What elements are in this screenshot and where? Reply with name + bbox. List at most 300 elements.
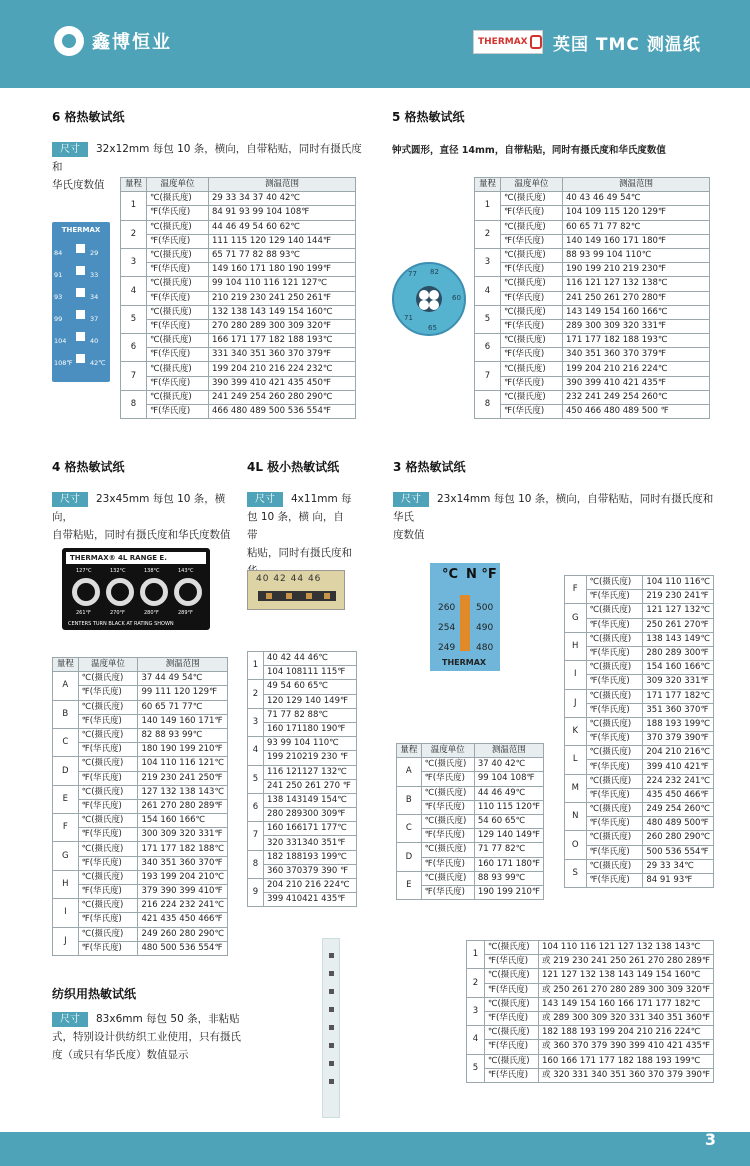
- unit-f: ℉(华氏度): [78, 771, 138, 785]
- table-row: [467, 997, 714, 1011]
- col-group: 量程: [53, 658, 79, 672]
- col-unit: 温度单位: [501, 178, 563, 192]
- range-group: B: [397, 786, 422, 814]
- range-group: J: [565, 689, 587, 717]
- range-group: K: [565, 717, 587, 745]
- unit-f: ℉(华氏度): [78, 743, 138, 757]
- range-group: 5: [248, 765, 264, 793]
- range-f: 340 351 360 370℉: [138, 856, 228, 870]
- page-number: 3: [704, 1130, 716, 1149]
- unit-c: ℃(摄氏度): [78, 757, 138, 771]
- unit-f: ℉(华氏度): [484, 1068, 538, 1082]
- range-group: M: [565, 774, 587, 802]
- range-f: 140 149 160 171 180℉: [563, 234, 710, 248]
- strip6-right-values: 29 33 34 37 40 42℃: [90, 249, 106, 367]
- range-c: 104 110 116℃: [643, 576, 714, 590]
- range-group: 2: [121, 220, 147, 248]
- range-group: 1: [475, 192, 501, 220]
- range-f: 289 300 309 320 331℉: [563, 319, 710, 333]
- table-row: [565, 873, 714, 887]
- unit-f: ℉(华氏度): [586, 760, 643, 774]
- range-f: 250 261 270℉: [643, 618, 714, 632]
- range-f: 261 270 280 289℉: [138, 799, 228, 813]
- range-f: 或 360 370 379 390 399 410 421 435℉: [539, 1040, 714, 1054]
- range-c: 116 121 127 132 138℃: [563, 277, 710, 291]
- range-group: 2: [475, 220, 501, 248]
- range-group: G: [53, 842, 79, 870]
- unit-c: ℃(摄氏度): [501, 334, 563, 348]
- range-c: 260 280 290℃: [643, 831, 714, 845]
- table-row: [565, 675, 714, 689]
- unit-c: ℃(摄氏度): [586, 746, 643, 760]
- table-row: [565, 632, 714, 646]
- unit-f: ℉(华氏度): [147, 348, 209, 362]
- table-row: [53, 743, 228, 757]
- unit-c: ℃(摄氏度): [501, 305, 563, 319]
- range-group: 9: [248, 879, 264, 907]
- unit-c: ℃(摄氏度): [147, 362, 209, 376]
- sec6-table: [120, 177, 356, 419]
- table-row: [248, 694, 357, 708]
- unit-c: ℃(摄氏度): [484, 1026, 538, 1040]
- range-group: 7: [121, 362, 147, 390]
- col-group: 量程: [397, 744, 422, 758]
- unit-c: ℃(摄氏度): [78, 927, 138, 941]
- range-f: 219 230 241 250℉: [138, 771, 228, 785]
- unit-f: ℉(华氏度): [586, 732, 643, 746]
- unit-c: ℃(摄氏度): [501, 192, 563, 206]
- table-row: [121, 348, 356, 362]
- range-f: 160 171180 190℉: [264, 722, 357, 736]
- range-f: 84 91 93 99 104 108℉: [209, 206, 356, 220]
- range-c: 199 204 210 216 224℃: [563, 362, 710, 376]
- unit-c: ℃(摄氏度): [421, 786, 474, 800]
- unit-f: ℉(华氏度): [78, 941, 138, 955]
- range-group: 4: [475, 277, 501, 305]
- range-c: 40 43 46 49 54℃: [563, 192, 710, 206]
- range-f: 370 379 390℉: [643, 732, 714, 746]
- range-group: F: [53, 814, 79, 842]
- unit-c: ℃(摄氏度): [484, 969, 538, 983]
- table-row: [53, 870, 228, 884]
- unit-c: ℃(摄氏度): [586, 774, 643, 788]
- table-row: [53, 757, 228, 771]
- range-f: 160 171 180℉: [474, 857, 543, 871]
- range-group: J: [53, 927, 79, 955]
- range-c: 60 65 71 77℃: [138, 700, 228, 714]
- unit-f: ℉(华氏度): [147, 405, 209, 419]
- textile-desc: 尺寸 83x6mm 每包 50 条，非粘贴 式，特别设计供纺织工业使用，只有摄氏 度（或只有华氏度）数值显示: [52, 1013, 241, 1061]
- unit-c: ℃(摄氏度): [421, 758, 474, 772]
- unit-c: ℃(摄氏度): [586, 604, 643, 618]
- range-c: 93 99 104 110℃: [264, 737, 357, 751]
- unit-f: ℉(华氏度): [484, 955, 538, 969]
- sec4-title: 4 格热敏试纸: [52, 460, 125, 474]
- table-row: [565, 774, 714, 788]
- table-row: [565, 689, 714, 703]
- table-row: [53, 856, 228, 870]
- range-c: 182 188193 199℃: [264, 850, 357, 864]
- unit-f: ℉(华氏度): [147, 291, 209, 305]
- table-row: [475, 277, 710, 291]
- range-group: 1: [248, 652, 264, 680]
- range-c: 154 160 166℃: [138, 814, 228, 828]
- table-row: [53, 828, 228, 842]
- sec3-table-right: [564, 575, 714, 888]
- table-header-row: [53, 658, 228, 672]
- table-row: [475, 234, 710, 248]
- table-row: [467, 1068, 714, 1082]
- range-group: 7: [248, 822, 264, 850]
- range-c: 154 160 166℃: [643, 661, 714, 675]
- table-row: [121, 248, 356, 262]
- six-grid-strip-image: [52, 222, 110, 382]
- unit-c: ℃(摄氏度): [586, 859, 643, 873]
- unit-f: ℉(华氏度): [501, 234, 563, 248]
- table-row: [565, 817, 714, 831]
- table-row: [565, 576, 714, 590]
- unit-c: ℃(摄氏度): [78, 785, 138, 799]
- col-range: 测温范围: [138, 658, 228, 672]
- range-c: 224 232 241℃: [643, 774, 714, 788]
- range-group: 2: [248, 680, 264, 708]
- card4-header: THERMAX® 4L RANGE E.: [66, 552, 206, 564]
- table-row: [475, 220, 710, 234]
- unit-c: ℃(摄氏度): [501, 220, 563, 234]
- range-f: 280 289 300℉: [643, 646, 714, 660]
- range-group: 5: [121, 305, 147, 333]
- range-group: N: [565, 803, 587, 831]
- unit-c: ℃(摄氏度): [501, 390, 563, 404]
- unit-f: ℉(华氏度): [484, 1011, 538, 1025]
- range-f: 390 399 410 421 435 450℉: [209, 376, 356, 390]
- table-row: [565, 717, 714, 731]
- range-c: 82 88 93 99℃: [138, 728, 228, 742]
- textile-table: [466, 940, 714, 1083]
- unit-c: ℃(摄氏度): [586, 632, 643, 646]
- sec4l-title: 4L 极小热敏试纸: [247, 460, 340, 474]
- unit-c: ℃(摄氏度): [78, 842, 138, 856]
- range-c: 249 260 280 290℃: [138, 927, 228, 941]
- range-c: 188 193 199℃: [643, 717, 714, 731]
- table-row: [467, 1026, 714, 1040]
- range-group: C: [397, 814, 422, 842]
- table-row: [248, 737, 357, 751]
- unit-c: ℃(摄氏度): [421, 871, 474, 885]
- unit-c: ℃(摄氏度): [78, 870, 138, 884]
- table-row: [467, 969, 714, 983]
- table-row: [248, 680, 357, 694]
- table-row: [53, 885, 228, 899]
- table-row: [121, 390, 356, 404]
- unit-f: ℉(华氏度): [421, 800, 474, 814]
- table-row: [248, 652, 357, 666]
- logo-icon: [54, 26, 84, 56]
- unit-f: ℉(华氏度): [484, 983, 538, 997]
- textile-strip-image: [322, 938, 340, 1118]
- unit-f: ℉(华氏度): [501, 291, 563, 305]
- table-row: [53, 728, 228, 742]
- range-f: 466 480 489 500 536 554℉: [209, 405, 356, 419]
- table-row: [53, 672, 228, 686]
- table-row: [248, 779, 357, 793]
- sec5-table: [474, 177, 710, 419]
- table-row: [53, 686, 228, 700]
- unit-f: ℉(华氏度): [421, 885, 474, 899]
- strip6-left-values: 84 91 93 99 104 108℉: [54, 249, 73, 367]
- range-c: 37 40 42℃: [474, 758, 543, 772]
- logo-text: 鑫博恒业: [92, 32, 172, 53]
- unit-f: ℉(华氏度): [421, 772, 474, 786]
- unit-c: ℃(摄氏度): [501, 248, 563, 262]
- unit-f: ℉(华氏度): [586, 788, 643, 802]
- table-row: [475, 334, 710, 348]
- range-c: 249 254 260℃: [643, 803, 714, 817]
- range-c: 143 149 154 160 166℃: [563, 305, 710, 319]
- table-row: [53, 771, 228, 785]
- unit-c: ℃(摄氏度): [586, 803, 643, 817]
- range-group: 8: [121, 390, 147, 418]
- range-group: 2: [467, 969, 485, 997]
- table-row: [248, 893, 357, 907]
- range-c: 44 46 49℃: [474, 786, 543, 800]
- brand-mark-icon: [530, 35, 542, 49]
- range-group: D: [397, 843, 422, 871]
- unit-c: ℃(摄氏度): [421, 814, 474, 828]
- col-group: 量程: [475, 178, 501, 192]
- table-row: [53, 799, 228, 813]
- thermax-brand-logo: [473, 30, 543, 54]
- table-row: [121, 206, 356, 220]
- range-c: 54 60 65℃: [474, 814, 543, 828]
- unit-f: ℉(华氏度): [501, 263, 563, 277]
- unit-f: ℉(华氏度): [501, 206, 563, 220]
- range-group: A: [397, 758, 422, 786]
- unit-c: ℃(摄氏度): [147, 248, 209, 262]
- unit-f: ℉(华氏度): [586, 873, 643, 887]
- table-header-row: [121, 178, 356, 192]
- range-f: 360 370379 390 ℉: [264, 864, 357, 878]
- page-header-title: 英国 TMC 测温纸: [553, 35, 701, 55]
- unit-c: ℃(摄氏度): [147, 220, 209, 234]
- unit-c: ℃(摄氏度): [484, 941, 538, 955]
- table-row: [53, 814, 228, 828]
- range-f: 480 489 500℉: [643, 817, 714, 831]
- table-row: [248, 722, 357, 736]
- range-group: 8: [475, 390, 501, 418]
- table-row: [565, 746, 714, 760]
- unit-c: ℃(摄氏度): [147, 192, 209, 206]
- range-group: I: [53, 899, 79, 927]
- range-c: 160 166171 177℃: [264, 822, 357, 836]
- range-group: B: [53, 700, 79, 728]
- unit-f: ℉(华氏度): [147, 319, 209, 333]
- range-group: 5: [467, 1054, 485, 1082]
- range-c: 104 110 116 121 127 132 138 143℃: [539, 941, 714, 955]
- table-row: [565, 732, 714, 746]
- table-row: [475, 305, 710, 319]
- range-group: H: [53, 870, 79, 898]
- textile-title: 纺织用热敏试纸: [52, 987, 137, 1001]
- table-row: [467, 941, 714, 955]
- table-row: [53, 899, 228, 913]
- col-range: 测温范围: [563, 178, 710, 192]
- range-f: 104 109 115 120 129℉: [563, 206, 710, 220]
- range-f: 111 115 120 129 140 144℉: [209, 234, 356, 248]
- table-row: [475, 405, 710, 419]
- table-row: [53, 941, 228, 955]
- table-row: [475, 248, 710, 262]
- table-row: [121, 334, 356, 348]
- unit-f: ℉(华氏度): [501, 376, 563, 390]
- range-group: L: [565, 746, 587, 774]
- sec4l-desc: 尺寸 4x11mm 每 包 10 条，横 向，自 带 粘贴，同时有摄氏度和: [247, 493, 352, 559]
- range-c: 204 210 216 224℃: [264, 879, 357, 893]
- range-f: 320 331340 351℉: [264, 836, 357, 850]
- table-row: [475, 192, 710, 206]
- company-logo: [54, 26, 172, 56]
- range-c: 171 177 182 188℃: [138, 842, 228, 856]
- range-group: 1: [467, 941, 485, 969]
- range-f: 309 320 331℉: [643, 675, 714, 689]
- brand-word: THERMAX: [478, 37, 528, 47]
- unit-f: ℉(华氏度): [501, 405, 563, 419]
- table-row: [565, 831, 714, 845]
- unit-c: ℃(摄氏度): [147, 390, 209, 404]
- range-c: 199 204 210 216 224 232℃: [209, 362, 356, 376]
- dial-labels: 77 82 60 65 71: [404, 268, 461, 332]
- range-c: 37 44 49 54℃: [138, 672, 228, 686]
- col-range: 测温范围: [474, 744, 543, 758]
- sec5-desc: 钟式圆形，直径 14mm，自带粘贴，同时有摄氏度和华氏度数值: [392, 145, 666, 156]
- table-row: [121, 263, 356, 277]
- table-row: [248, 822, 357, 836]
- table-row: [565, 803, 714, 817]
- range-group: 6: [475, 334, 501, 362]
- col-unit: 温度单位: [421, 744, 474, 758]
- range-group: 3: [121, 248, 147, 276]
- table-row: [565, 618, 714, 632]
- range-f: 399 410 421℉: [643, 760, 714, 774]
- footer-bar: [0, 1132, 750, 1166]
- range-c: 60 65 71 77 82℃: [563, 220, 710, 234]
- unit-c: ℃(摄氏度): [421, 843, 474, 857]
- unit-c: ℃(摄氏度): [78, 728, 138, 742]
- range-c: 182 188 193 199 204 210 216 224℃: [539, 1026, 714, 1040]
- range-c: 216 224 232 241℃: [138, 899, 228, 913]
- range-f: 480 500 536 554℉: [138, 941, 228, 955]
- range-c: 121 127 132℃: [643, 604, 714, 618]
- range-f: 190 199 210 219 230℉: [563, 263, 710, 277]
- sec4l-table: [247, 651, 357, 907]
- unit-f: ℉(华氏度): [501, 348, 563, 362]
- range-c: 65 71 77 82 88 93℃: [209, 248, 356, 262]
- sec5-title: 5 格热敏试纸: [392, 110, 465, 124]
- table-row: [248, 765, 357, 779]
- range-f: 500 536 554℉: [643, 845, 714, 859]
- sec3-desc: 尺寸 23x14mm 每包 10 条，横向，自带粘贴，同时有摄氏度和华氏 度数值: [393, 493, 714, 541]
- table-row: [121, 405, 356, 419]
- table-row: [53, 913, 228, 927]
- table-row: [397, 843, 544, 857]
- table-row: [53, 785, 228, 799]
- range-c: 40 42 44 46℃: [264, 652, 357, 666]
- range-c: 204 210 216℃: [643, 746, 714, 760]
- unit-f: ℉(华氏度): [78, 856, 138, 870]
- unit-c: ℃(摄氏度): [78, 899, 138, 913]
- table-row: [121, 319, 356, 333]
- range-c: 138 143149 154℃: [264, 793, 357, 807]
- range-group: 4: [121, 277, 147, 305]
- table-row: [467, 983, 714, 997]
- table-row: [475, 348, 710, 362]
- table-row: [248, 879, 357, 893]
- unit-f: ℉(华氏度): [501, 319, 563, 333]
- table-row: [397, 758, 544, 772]
- range-group: 3: [248, 708, 264, 736]
- unit-c: ℃(摄氏度): [501, 362, 563, 376]
- unit-c: ℃(摄氏度): [586, 831, 643, 845]
- range-group: O: [565, 831, 587, 859]
- range-c: 44 46 49 54 60 62℃: [209, 220, 356, 234]
- unit-f: ℉(华氏度): [78, 885, 138, 899]
- table-row: [467, 1011, 714, 1025]
- sec3-title: 3 格热敏试纸: [393, 460, 466, 474]
- strip6-brand: THERMAX: [61, 226, 101, 234]
- unit-f: ℉(华氏度): [147, 234, 209, 248]
- table-row: [53, 842, 228, 856]
- range-f: 99 104 108℉: [474, 772, 543, 786]
- table-row: [248, 708, 357, 722]
- range-f: 399 410421 435℉: [264, 893, 357, 907]
- table-header-row: [397, 744, 544, 758]
- table-row: [121, 362, 356, 376]
- range-c: 121 127 132 138 143 149 154 160℃: [539, 969, 714, 983]
- four-grid-card-image: THERMAX® 4L RANGE E. 127°C 132°C 138°C 143°C 261°F 270°F 280°F 289°F CENTERS TURN BLACK AT RATING SHOWN: [62, 548, 210, 630]
- range-f: 129 140 149℉: [474, 829, 543, 843]
- range-c: 71 77 82 88℃: [264, 708, 357, 722]
- unit-f: ℉(华氏度): [78, 828, 138, 842]
- range-c: 143 149 154 160 166 171 177 182℃: [539, 997, 714, 1011]
- range-f: 110 115 120℉: [474, 800, 543, 814]
- table-row: [397, 814, 544, 828]
- table-row: [121, 376, 356, 390]
- table-row: [397, 871, 544, 885]
- unit-c: ℃(摄氏度): [586, 576, 643, 590]
- range-f: 或 320 331 340 351 360 370 379 390℉: [539, 1068, 714, 1082]
- table-row: [565, 859, 714, 873]
- range-group: 8: [248, 850, 264, 878]
- table-row: [475, 362, 710, 376]
- range-f: 219 230 241℉: [643, 590, 714, 604]
- col-unit: 温度单位: [78, 658, 138, 672]
- table-row: [475, 206, 710, 220]
- table-row: [248, 850, 357, 864]
- range-group: 5: [475, 305, 501, 333]
- table-row: [121, 291, 356, 305]
- range-group: D: [53, 757, 79, 785]
- range-group: 4: [467, 1026, 485, 1054]
- table-row: [121, 220, 356, 234]
- table-row: [565, 646, 714, 660]
- range-f: 180 190 199 210℉: [138, 743, 228, 757]
- unit-f: ℉(华氏度): [586, 646, 643, 660]
- unit-c: ℃(摄氏度): [78, 700, 138, 714]
- table-row: [475, 319, 710, 333]
- range-f: 104 108111 115℉: [264, 666, 357, 680]
- unit-f: ℉(华氏度): [421, 857, 474, 871]
- range-c: 71 77 82℃: [474, 843, 543, 857]
